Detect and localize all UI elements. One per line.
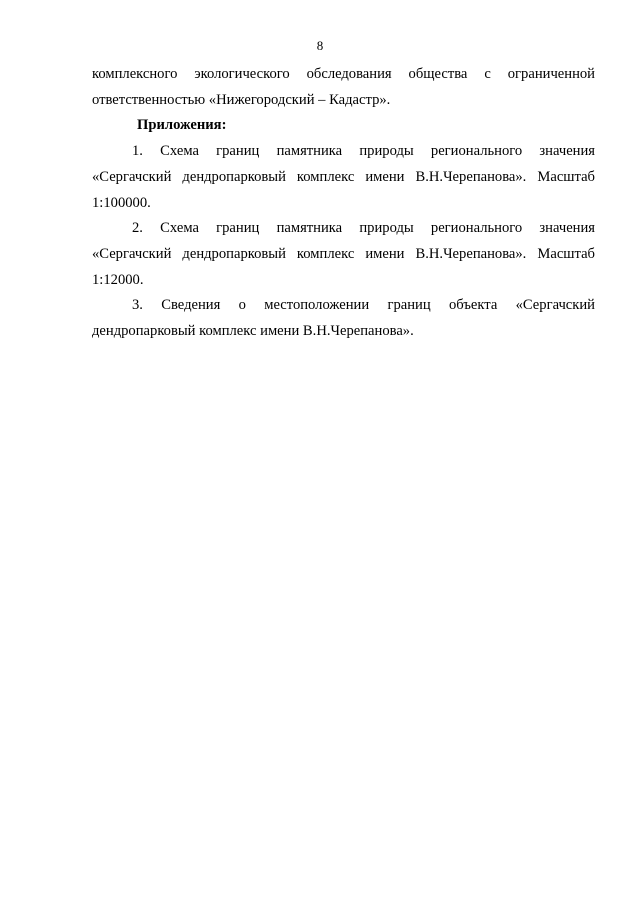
document-body bbox=[92, 62, 595, 345]
appendix-heading: Приложения: bbox=[137, 117, 227, 134]
appendix-item-1: 1. Схема границ памятника природы регионального значения «Сергачский дендропарковый комплекс имени В.Н.Черепанова». Масштаб 1:100000. bbox=[92, 143, 595, 211]
intro-paragraph: комплексного экологического обследования общества с ограниченной ответственностью «Нижегородский – Кадастр». bbox=[92, 66, 595, 108]
page-number: 8 bbox=[316, 38, 324, 53]
appendix-item-2: 2. Схема границ памятника природы регионального значения «Сергачский дендропарковый комплекс имени В.Н.Черепанова». Масштаб 1:12000. bbox=[92, 220, 595, 288]
appendix-item-3: 3. Сведения о местоположении границ объекта «Сергачский дендропарковый комплекс имени В.Н.Черепанова». bbox=[92, 297, 595, 340]
